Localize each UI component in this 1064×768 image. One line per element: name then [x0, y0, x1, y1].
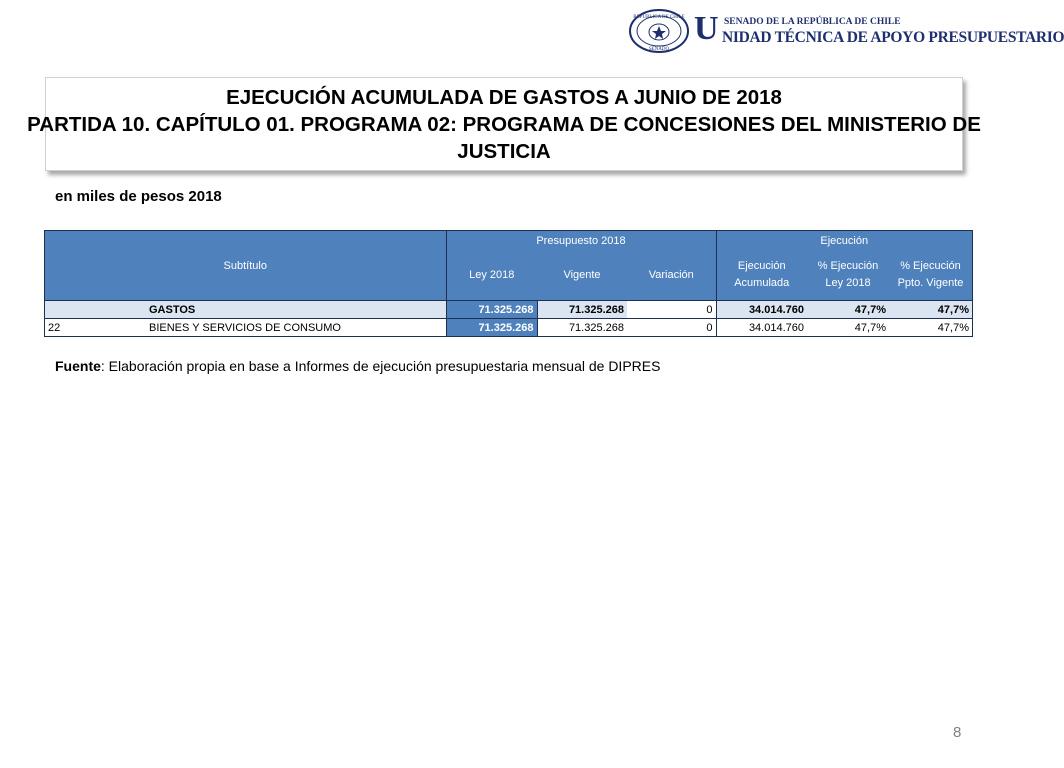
- title-line1: EJECUCIÓN ACUMULADA DE GASTOS A JUNIO DE 2018: [226, 85, 782, 109]
- seal-bottom-text: SENADO: [648, 47, 670, 52]
- row-vigente: 71.325.268: [537, 301, 627, 319]
- header-logo: [628, 8, 1064, 56]
- title-line2: PARTIDA 10. CAPÍTULO 01. PROGRAMA 02: PROGRAMA DE CONCESIONES DEL MINISTERIO DE: [27, 112, 981, 136]
- row-variacion: 0: [627, 301, 716, 319]
- title-box: [27, 77, 981, 171]
- logo-line2: NIDAD TÉCNICA DE APOYO PRESUPUESTARIO: [722, 29, 1064, 46]
- header-pct-vig-line1: % Ejecución: [900, 260, 961, 272]
- header-variacion: Variación: [627, 250, 716, 301]
- row-vigente: 71.325.268: [537, 319, 627, 337]
- header-ej-acum-line1: Ejecución: [737, 260, 786, 272]
- seal-text: REPÚBLICA DE CHILE: [633, 15, 685, 20]
- header-vigente: Vigente: [537, 250, 627, 301]
- senado-seal-icon: [628, 8, 690, 54]
- header-pct-ley: [807, 250, 889, 301]
- table-row: [45, 319, 972, 337]
- row-pct-ley: 47,7%: [807, 319, 889, 337]
- header-pct-vigente: [889, 250, 972, 301]
- row-ley: 71.325.268: [446, 319, 537, 337]
- units-subtitle: en miles de pesos 2018: [55, 188, 222, 205]
- logo-initial: U: [694, 10, 719, 47]
- row-name: GASTOS: [146, 301, 446, 319]
- row-ejecucion: 34.014.760: [716, 301, 807, 319]
- title-line3: JUSTICIA: [457, 139, 551, 163]
- header-ej-acum-line2: Acumulada: [734, 277, 790, 289]
- header-subtitulo: Subtítulo: [45, 231, 446, 301]
- row-ejecucion: 34.014.760: [716, 319, 807, 337]
- row-pct-ley: 47,7%: [807, 301, 889, 319]
- source-label: Fuente: [55, 358, 101, 374]
- source-text: : Elaboración propia en base a Informes de ejecución presupuestaria mensual de DIPRES: [100, 358, 661, 374]
- row-ley: 71.325.268: [446, 301, 537, 319]
- row-code: [45, 301, 146, 319]
- header-ejecucion: Ejecución: [716, 231, 972, 250]
- logo-line1: SENADO DE LA REPÚBLICA DE CHILE: [724, 17, 901, 27]
- row-pct-vigente: 47,7%: [889, 301, 972, 319]
- header-ley: Ley 2018: [446, 250, 537, 301]
- header-presupuesto: Presupuesto 2018: [446, 231, 716, 250]
- budget-table: [45, 231, 972, 336]
- row-code: 22: [45, 319, 146, 337]
- header-ejecucion-acumulada: [716, 250, 807, 301]
- header-pct-vig-line2: Ppto. Vigente: [897, 277, 964, 289]
- page-number: 8: [953, 724, 962, 741]
- source-note: [55, 358, 660, 374]
- row-name: BIENES Y SERVICIOS DE CONSUMO: [146, 319, 446, 337]
- row-variacion: 0: [627, 319, 716, 337]
- row-pct-vigente: 47,7%: [889, 319, 972, 337]
- header-pct-ley-line1: % Ejecución: [817, 260, 879, 272]
- table-row: [45, 301, 972, 319]
- header-pct-ley-line2: Ley 2018: [825, 277, 871, 289]
